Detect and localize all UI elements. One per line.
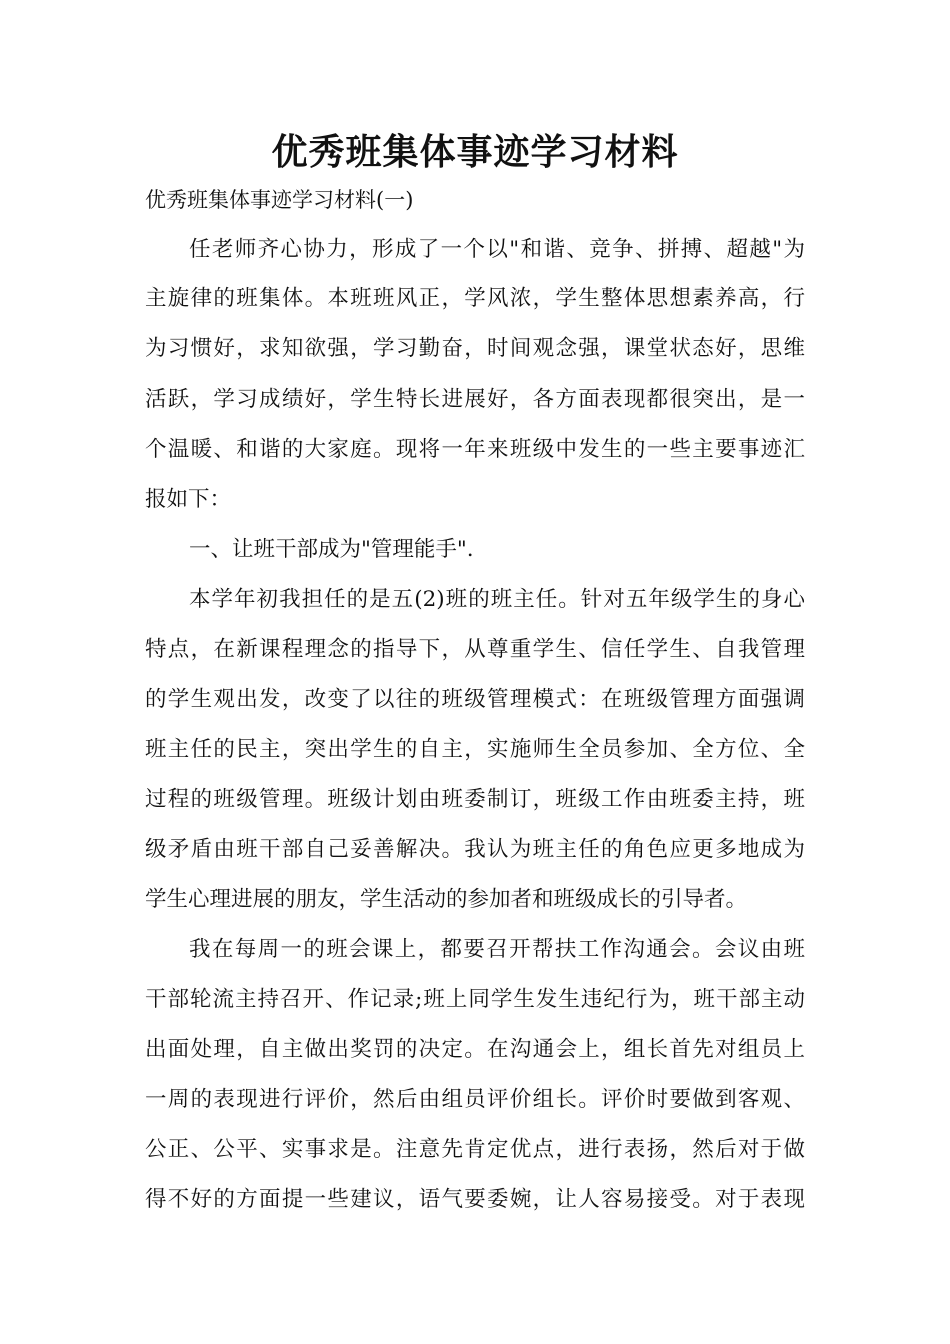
text-line: 我在每周一的班会课上，都要召开帮扶工作沟通会。会议由班 <box>189 937 805 962</box>
text-line: 过程的班级管理。班级计划由班委制订，班级工作由班委主持，班 <box>145 787 805 812</box>
section-heading: 一、让班干部成为"管理能手". <box>189 537 474 562</box>
text-line: 出面处理，自主做出奖罚的决定。在沟通会上，组长首先对组员上 <box>145 1037 805 1062</box>
text-line: 级矛盾由班干部自己妥善解决。我认为班主任的角色应更多地成为 <box>145 837 805 862</box>
text-line: 特点，在新课程理念的指导下，从尊重学生、信任学生、自我管理 <box>145 637 805 662</box>
text-line: 本学年初我担任的是五(2)班的班主任。针对五年级学生的身心 <box>189 587 805 612</box>
text-line: 干部轮流主持召开、作记录;班上同学生发生违纪行为，班干部主动 <box>145 987 805 1012</box>
text-line: 公正、公平、实事求是。注意先肯定优点，进行表扬，然后对于做 <box>145 1137 805 1162</box>
text-line: 报如下： <box>145 487 232 512</box>
text-line: 班主任的民主，突出学生的自主，实施师生全员参加、全方位、全 <box>145 737 805 762</box>
text-line: 活跃，学习成绩好，学生特长进展好，各方面表现都很突出，是一 <box>145 387 805 412</box>
text-line: 一周的表现进行评价，然后由组员评价组长。评价时要做到客观、 <box>145 1087 805 1112</box>
text-line: 学生心理进展的朋友，学生活动的参加者和班级成长的引导者。 <box>145 887 748 912</box>
text-line: 任老师齐心协力，形成了一个以"和谐、竞争、拼搏、超越"为 <box>189 237 805 262</box>
document-title: 优秀班集体事迹学习材料 <box>271 132 679 173</box>
text-line: 主旋律的班集体。本班班风正，学风浓，学生整体思想素养高，行 <box>145 286 805 311</box>
text-line: 个温暖、和谐的大家庭。现将一年来班级中发生的一些主要事迹汇 <box>145 437 805 462</box>
text-line: 得不好的方面提一些建议，语气要委婉，让人容易接受。对于表现 <box>145 1187 805 1212</box>
document-subtitle: 优秀班集体事迹学习材料(一) <box>145 188 414 212</box>
text-line: 的学生观出发，改变了以往的班级管理模式：在班级管理方面强调 <box>145 687 805 712</box>
text-line: 为习惯好，求知欲强，学习勤奋，时间观念强，课堂状态好，思维 <box>145 336 805 361</box>
